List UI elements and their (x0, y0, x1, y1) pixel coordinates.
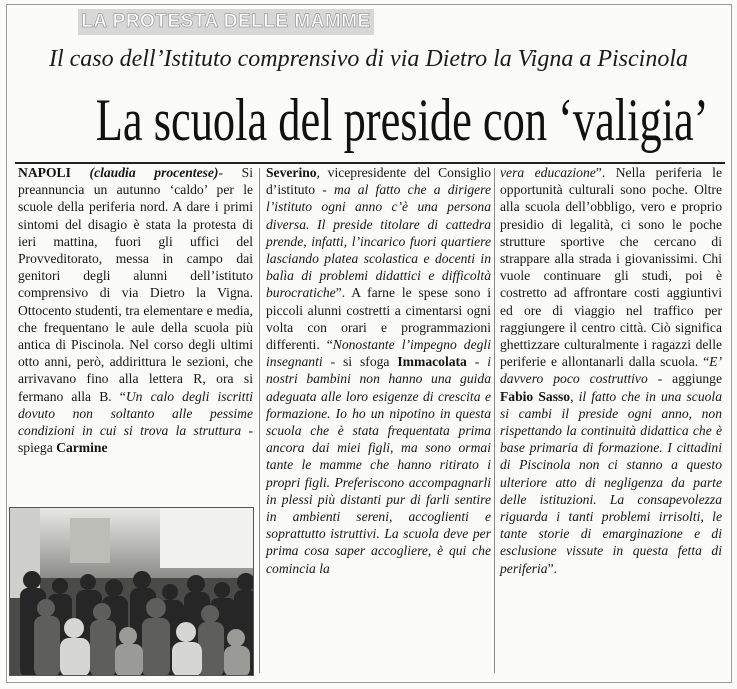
body-text: - Si preannuncia un autunno ‘caldo’ per le scuole della periferia nord. A dare i primi sintomi del disagio è stata la protesta di ieri mattina, fuori gli uffici del Provveditorato, messa in campo dai genitori degli alunni dell’istituto comprensivo di via Dietro la Vigna. Ottocento studenti, tra elementare e media, che frequentano le aule della scuola più antica di Piscinola. Nel corso degli ultimi otto anni, però, addirittura le sezioni, che arrivavano fino alla lettera R, ora si fermano alla B. “ (18, 165, 253, 404)
quote-text: E’ davvero poco costruttivo (500, 354, 722, 387)
dateline: NAPOLI (18, 165, 71, 180)
person-name: Carmine (56, 440, 108, 456)
column-3-text (500, 164, 722, 577)
column-2-text (266, 164, 491, 577)
article-column-1 (18, 164, 253, 456)
body-text: , (570, 388, 579, 404)
quote-text: Un calo degli iscritti dovuto non soltanto alle pessime condizioni in cui si trova la struttura (18, 388, 253, 439)
quote-text: i nostri bambini non hanno una guida adeguata alle loro esigenze di crescita e formazione. Io ho un nipotino in questa scuola che è stata frequentata prima ancora dai miei figli, ma sono ormai tante le mamme che hanno ritirato i propri figli. Preferiscono accompagnarli in plessi più distanti pur di farli sentire in ambienti sereni, accoglienti e soprattutto istruttivi. La scuola deve per prima cosa saper accogliere, è qui che comincia la (266, 354, 491, 576)
column-1-text (18, 164, 253, 456)
byline: (claudia procentese) (89, 165, 219, 180)
crowd-photo-graphic (10, 508, 254, 676)
column-separator (494, 168, 495, 673)
quote-text: ma al fatto che a dirigere l’istituto ogni anno c’è una persona diversa. Il preside titolare di cattedra prende, infatti, l’incarico fuori quartiere lasciando platea scolastica e docenti in balìa di problemi didattici e difficoltà burocratiche (266, 182, 491, 301)
body-text: ”. Nella periferia le opportunità culturali sono poche. Oltre alla scuola dell’obbligo, vero e proprio presidio di legalità, ci sono le poche strutture sportive che cercano di strappare alla strada i giovanissimi. Chi vuole continuare gli studi, poi è costretto ad affrontare costi aggiuntivi ed ore di viaggio nel traffico per raggiungere il centro città. Ciò significa ghettizzare culturalmente i ragazzi delle periferie e allontanarli dalla scuola. “ (500, 165, 722, 370)
body-text: - aggiunge (647, 371, 722, 387)
article-column-2 (266, 164, 491, 577)
column-separator (259, 168, 260, 673)
body-text: ”. (547, 560, 558, 576)
body-text: - spiega (18, 423, 253, 456)
body-text: - (466, 354, 488, 370)
body-text: ”. A farne le spese sono i piccoli alunni costretti a cimentarsi ogni volta con orari e programmazioni differenti. “ (266, 285, 491, 353)
quote-text: Nonostante l’impegno degli insegnanti (266, 337, 491, 370)
body-text: - si sfoga (322, 354, 398, 370)
quote-text: il fatto che in una scuola si cambi il preside ogni anno, non rispettando la continuità didattica che è base primaria di formazione. I cittadini di Piscinola non ci stanno a questo ulteriore atto di negligenza da parte delle istituzioni. La consapevolezza riguarda i tanti problemi irrisolti, le tante storie di emarginazione e di esclusione vissute in questa fetta di periferia (500, 388, 722, 576)
body-text: , vicepresidente del Consiglio d’istituto - (266, 165, 491, 198)
quote-text: vera educazione (500, 165, 596, 180)
section-kicker: LA PROTESTA DELLE MAMME (78, 9, 374, 35)
person-name: Fabio Sasso (500, 388, 571, 404)
person-name: Severino (266, 165, 317, 180)
article-column-3 (500, 164, 722, 577)
article-headline: La scuola del preside con ‘valigia’ (95, 87, 709, 153)
article-subtitle: Il caso dell’Istituto comprensivo di via Dietro la Vigna a Piscinola (48, 46, 688, 72)
person-name: Immacolata (397, 354, 467, 370)
article-photo (9, 507, 254, 676)
